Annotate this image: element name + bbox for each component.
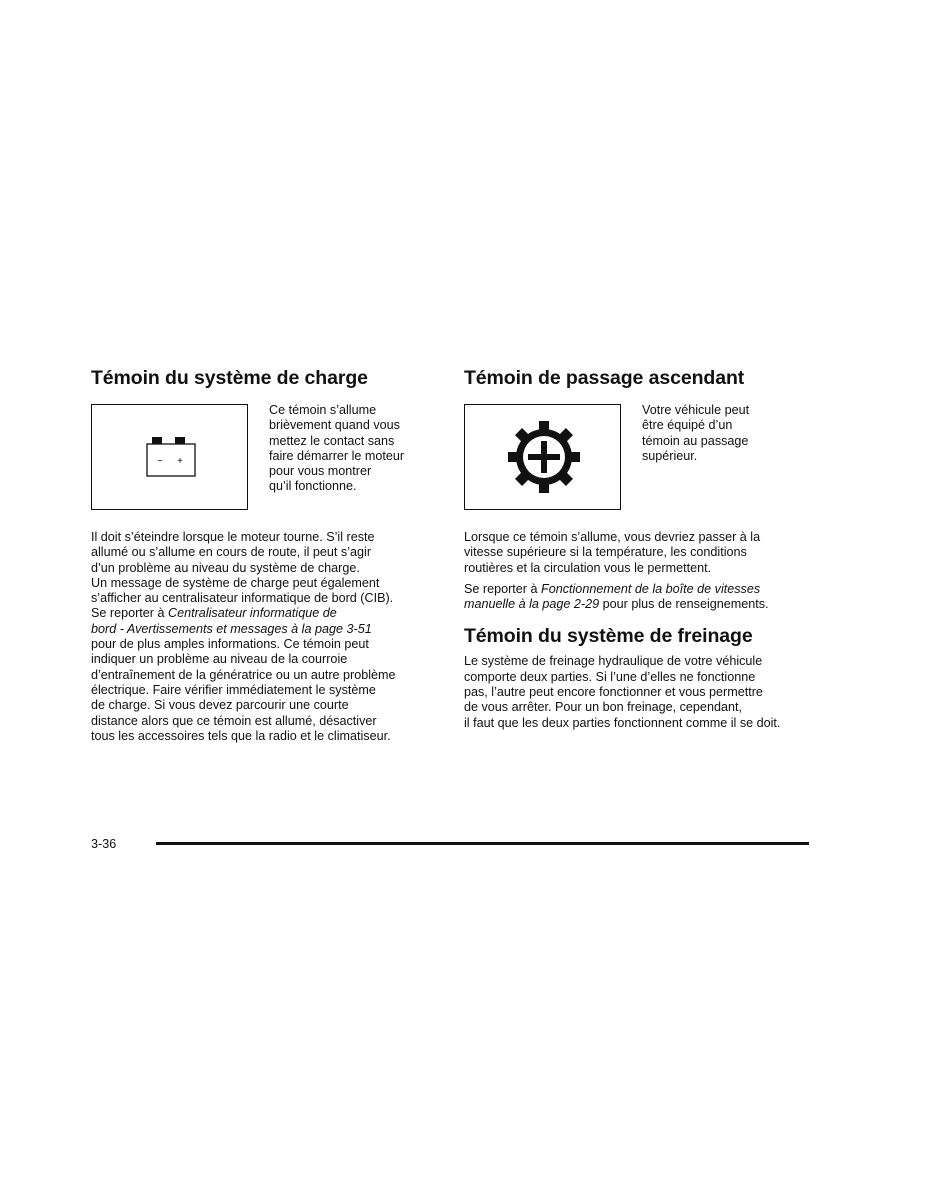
caption-line: témoin au passage — [642, 433, 749, 448]
text-line: tous les accessoires tels que la radio et le climatiseur. — [91, 728, 391, 743]
text-line: s’afficher au centralisateur informatique de bord (CIB). — [91, 591, 394, 606]
caption-line: Ce témoin s’allume — [269, 403, 377, 417]
charge-body-paragraph — [91, 530, 436, 744]
text-line: pour de plus amples informations. Ce témoin peut — [91, 637, 369, 652]
battery-plus-label: + — [177, 456, 183, 467]
brake-heading: Témoin du système de freinage — [464, 625, 753, 648]
charge-heading: Témoin du système de charge — [91, 367, 368, 389]
text-line: de vous arrêter. Pour un bon freinage, cependant, — [464, 700, 742, 715]
text-line: d’un problème au niveau du système de charge. — [91, 560, 360, 575]
cross-reference-cib: Centralisateur informatique de — [168, 606, 337, 621]
text-line: routières et la circulation vous le permettent. — [464, 560, 712, 575]
text-fragment: Se reporter à — [91, 606, 169, 621]
caption-line: pour vous montrer — [269, 464, 372, 479]
charge-figure-caption — [269, 403, 439, 495]
battery-icon — [92, 405, 246, 508]
gear-plus-icon — [465, 405, 619, 508]
charge-figure-frame — [91, 404, 248, 510]
upshift-heading: Témoin de passage ascendant — [464, 367, 745, 389]
text-line — [91, 622, 436, 637]
caption-line: mettez le contact sans — [269, 433, 395, 448]
text-line: de charge. Si vous devez parcourir une courte — [91, 698, 349, 713]
upshift-body-paragraph — [464, 530, 809, 576]
charge-figure-row — [91, 404, 436, 514]
text-line — [91, 606, 436, 621]
caption-line: Votre véhicule peut — [642, 403, 750, 417]
text-line: il faut que les deux parties fonctionnent comme il se doit. — [464, 715, 781, 730]
brake-body-paragraph — [464, 654, 809, 730]
text-line: d’entraînement de la génératrice ou un autre problème — [91, 667, 396, 682]
cross-reference-cib-page: bord - Avertissements et messages à la page 3-51 — [91, 621, 372, 636]
page-number: 3-36 — [91, 837, 117, 851]
caption-line: supérieur. — [642, 448, 698, 463]
text-line: distance alors que ce témoin est allumé, désactiver — [91, 713, 377, 728]
text-fragment: Se reporter à — [464, 581, 542, 596]
upshift-figure-row — [464, 404, 809, 514]
text-line: Un message de système de charge peut également — [91, 575, 380, 590]
text-line: Il doit s’éteindre lorsque le moteur tourne. S’il reste — [91, 530, 375, 544]
charge-section — [91, 366, 436, 744]
text-line: indiquer un problème au niveau de la courroie — [91, 652, 348, 667]
upshift-section — [464, 366, 809, 731]
upshift-figure-caption — [642, 403, 812, 464]
text-fragment: pour plus de renseignements. — [599, 597, 769, 612]
text-line — [464, 597, 809, 612]
text-line: allumé ou s’allume en cours de route, il peut s’agir — [91, 545, 372, 560]
caption-line: brièvement quand vous — [269, 418, 400, 433]
text-line: Le système de freinage hydraulique de votre véhicule — [464, 654, 763, 669]
text-line — [464, 582, 809, 597]
text-line: comporte deux parties. Si l’une d’elles ne fonctionne — [464, 669, 756, 684]
upshift-reference-paragraph — [464, 582, 809, 613]
caption-line: faire démarrer le moteur — [269, 448, 405, 463]
text-line: Lorsque ce témoin s’allume, vous devriez passer à la — [464, 530, 761, 544]
footer-rule — [156, 842, 809, 845]
caption-line: qu’il fonctionne. — [269, 479, 357, 494]
battery-minus-label: − — [157, 456, 163, 467]
text-line: électrique. Faire vérifier immédiatement le système — [91, 682, 376, 697]
text-line: pas, l’autre peut encore fonctionner et vous permettre — [464, 685, 763, 700]
caption-line: être équipé d’un — [642, 418, 733, 433]
cross-reference-gearbox: Fonctionnement de la boîte de vitesses — [541, 581, 761, 596]
cross-reference-gearbox-page: manuelle à la page 2-29 — [464, 597, 600, 612]
text-line: vitesse supérieure si la température, les conditions — [464, 545, 747, 560]
upshift-figure-frame — [464, 404, 621, 510]
